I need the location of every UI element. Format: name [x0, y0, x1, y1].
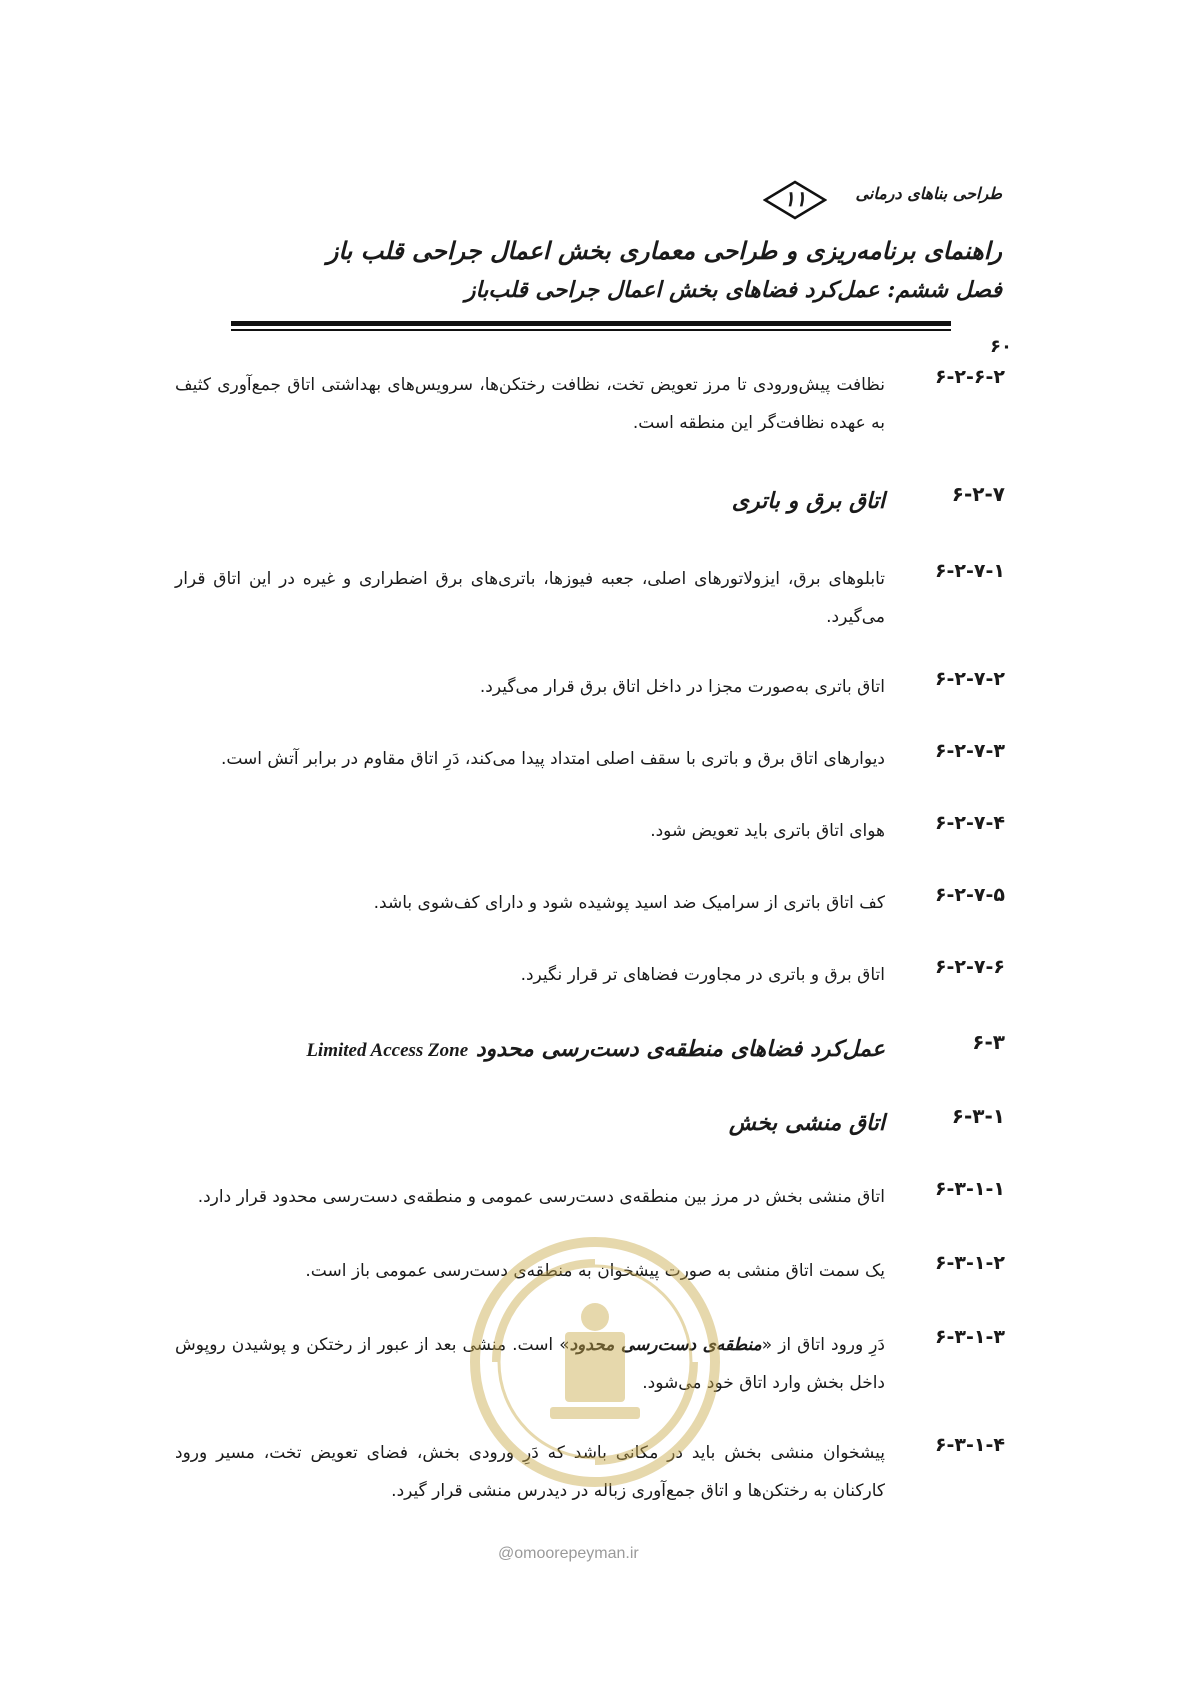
section-text: اتاق برق و باتری در مجاورت فضاهای تر قرار نگیرد. — [520, 965, 885, 985]
section-number: ۶-۲-۷-۱ — [934, 560, 1005, 582]
header-rule-thick — [231, 321, 951, 326]
heading-6-3 — [175, 1030, 1005, 1070]
section-6-2-7-1 — [175, 560, 1005, 636]
section-number: ۶-۳-۱-۴ — [934, 1434, 1005, 1456]
section-number: ۶-۳-۱-۳ — [934, 1326, 1005, 1348]
section-6-2-7-3 — [175, 740, 1005, 778]
section-6-2-7-6 — [175, 956, 1005, 994]
emphasis: منطقه‌ی دست‌رسی محدود — [569, 1335, 762, 1355]
section-number: ۶-۲-۷-۳ — [934, 740, 1005, 762]
chapter-title: فصل ششم: عمل‌کرد فضاهای بخش اعمال جراحی قلب‌باز — [464, 277, 1002, 303]
section-text: اتاق باتری به‌صورت مجزا در داخل اتاق برق قرار می‌گیرد. — [479, 677, 885, 697]
section-6-2-7-4 — [175, 812, 1005, 850]
series-number: ۱۱ — [783, 186, 807, 211]
section-text: نظافت پیش‌ورودی تا مرز تعویض تخت، نظافت رختکن‌ها، سرویس‌های بهداشتی اتاق جمع‌آوری کثیف به عهده نظافت‌گر این منطقه است. — [175, 375, 885, 433]
section-text: کف اتاق باتری از سرامیک ضد اسید پوشیده شود و دارای کف‌شوی باشد. — [373, 893, 885, 913]
section-text: دیوارهای اتاق برق و باتری با سقف اصلی امتداد پیدا می‌کند، دَرِ اتاق مقاوم در برابر آتش است. — [220, 749, 885, 769]
section-number: ۶-۳-۱-۱ — [934, 1178, 1005, 1200]
section-text: تابلوهای برق، ایزولاتورهای اصلی، جعبه فیوزها، باتری‌های برق اضطراری و غیره در این اتاق قرار می‌گیرد. — [175, 569, 885, 627]
section-number: ۶-۲-۷-۴ — [934, 812, 1005, 834]
section-number: ۶-۳ — [972, 1030, 1005, 1054]
book-title: راهنمای برنامه‌ریزی و طراحی معماری بخش اعمال جراحی قلب باز — [326, 236, 1002, 265]
section-heading: اتاق منشی بخش — [728, 1110, 885, 1136]
section-number: ۶-۲-۷ — [951, 482, 1005, 506]
page-header — [0, 0, 1190, 357]
page-number: ۶۰ — [990, 336, 1012, 357]
section-number: ۶-۳-۱-۲ — [934, 1252, 1005, 1274]
section-6-2-6-2 — [175, 366, 1005, 442]
section-text: هوای اتاق باتری باید تعویض شود. — [650, 821, 885, 841]
series-number-badge — [763, 180, 827, 220]
heading-text-latin: Limited Access Zone — [306, 1040, 469, 1061]
section-number: ۶-۲-۷-۵ — [934, 884, 1005, 906]
series-title: طراحی بناهای درمانی — [855, 184, 1002, 203]
section-6-2-7-2 — [175, 668, 1005, 706]
section-text: دَرِ ورود اتاق از «منطقه‌ی دست‌رسی محدود» است. منشی بعد از عبور از رختکن و پوشیدن روپوش داخل بخش وارد اتاق خود می‌شود. — [175, 1335, 885, 1393]
section-heading: اتاق برق و باتری — [731, 488, 885, 514]
heading-6-2-7 — [175, 482, 1005, 520]
section-text: یک سمت اتاق منشی به صورت پیشخوان به منطقه‌ی دست‌رسی عمومی باز است. — [305, 1261, 885, 1281]
heading-text-fa: عمل‌کرد فضاهای منطقه‌ی دست‌رسی محدود — [475, 1036, 885, 1062]
section-6-3-1-1 — [175, 1178, 1005, 1216]
section-number: ۶-۲-۷-۶ — [934, 956, 1005, 978]
section-6-2-7-5 — [175, 884, 1005, 922]
header-rule-thin — [231, 329, 951, 331]
watermark-site: @omoorepeyman.ir — [498, 1545, 639, 1562]
watermark-seal-icon — [455, 1222, 735, 1522]
heading-6-3-1 — [175, 1104, 1005, 1142]
section-heading — [175, 1030, 885, 1070]
section-number: ۶-۳-۱ — [951, 1104, 1005, 1128]
section-number: ۶-۲-۷-۲ — [934, 668, 1005, 690]
section-text: اتاق منشی بخش در مرز بین منطقه‌ی دست‌رسی عمومی و منطقه‌ی دست‌رسی محدود قرار دارد. — [197, 1187, 885, 1207]
section-text: پیشخوان منشی بخش باید در مکانی باشد که دَرِ ورودی بخش، فضای تعویض تخت، مسیر ورود کارکنان به رختکن‌ها و اتاق جمع‌آوری زباله در دیدرس منشی قرار گیرد. — [175, 1443, 885, 1501]
section-number: ۶-۲-۶-۲ — [934, 366, 1005, 388]
